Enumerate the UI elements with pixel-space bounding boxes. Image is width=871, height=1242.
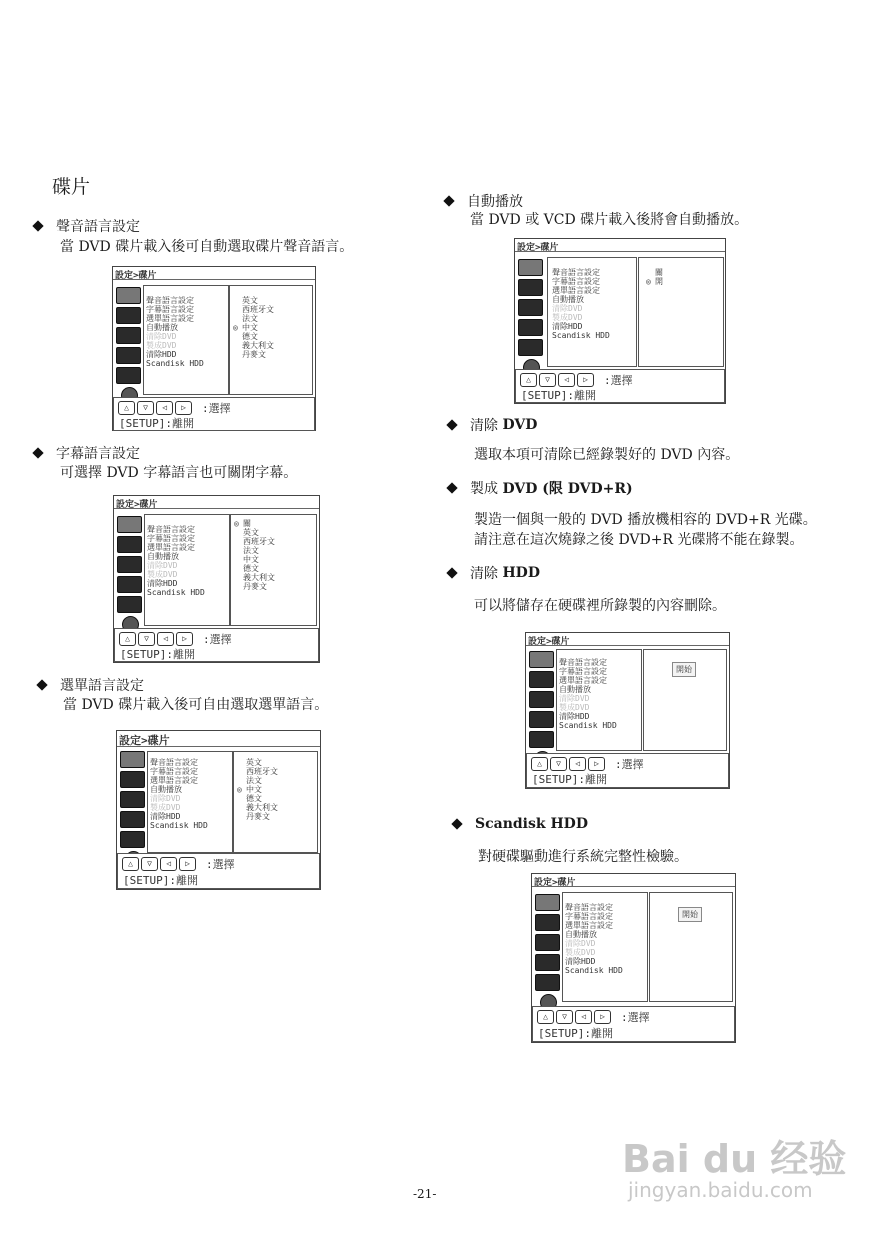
option-item-selected[interactable]: ◎ 開: [655, 277, 663, 286]
icon-column: [535, 894, 560, 1011]
menu-item[interactable]: 清除HDD: [552, 322, 583, 331]
icon-column: [120, 751, 145, 868]
option-item[interactable]: 丹麥文: [242, 350, 266, 359]
menu-panel: [144, 514, 230, 626]
menu-item[interactable]: 清除DVD: [147, 561, 178, 570]
disc-icon: [535, 894, 560, 911]
disc-icon: [518, 259, 543, 276]
icon-column: [116, 287, 141, 404]
section-scandisk-desc: 對硬碟驅動進行系統完整性檢驗。: [478, 849, 688, 865]
option-item-selected[interactable]: ◎ 關: [243, 519, 275, 528]
select-hint: :選擇: [206, 858, 235, 871]
disc-icon: [117, 516, 142, 533]
menu-item[interactable]: 自動播放: [565, 930, 597, 939]
menu-item[interactable]: 選單語言設定: [559, 676, 607, 685]
start-button[interactable]: 開始: [678, 907, 702, 922]
clock-icon: [120, 831, 145, 848]
nav-hint: [114, 628, 319, 662]
record-icon: [120, 811, 145, 828]
clock-icon: [116, 367, 141, 384]
menu-item[interactable]: 清除HDD: [146, 350, 177, 359]
menu-item[interactable]: 聲音語言設定: [559, 658, 607, 667]
watermark-url: jingyan.baidu.com: [628, 1178, 813, 1202]
option-item[interactable]: 英文: [242, 296, 258, 305]
menu-item[interactable]: 聲音語言設定: [147, 525, 195, 534]
record-icon: [529, 711, 554, 728]
menu-item[interactable]: 自動播放: [150, 785, 182, 794]
option-item[interactable]: 法文: [242, 314, 258, 323]
section-title-bold: DVD (限 DVD+R): [502, 481, 633, 497]
menu-item[interactable]: 自動播放: [146, 323, 178, 332]
option-item[interactable]: 德文: [243, 564, 259, 573]
section-subtitle-lang-title: [34, 443, 140, 463]
section-title: 自動播放: [467, 194, 523, 210]
section-finalize-desc-2: 請注意在這次燒錄之後 DVD+R 光碟將不能在錄製。: [474, 532, 804, 548]
section-clear-hdd-desc: 可以將儲存在硬碟裡所錄製的內容刪除。: [474, 598, 726, 614]
record-icon: [116, 347, 141, 364]
option-item[interactable]: 德文: [242, 332, 258, 341]
tv-icon: [117, 536, 142, 553]
menu-item[interactable]: 製成DVD: [150, 803, 181, 812]
menu-item[interactable]: 製成DVD: [559, 703, 590, 712]
menu-item[interactable]: 製成DVD: [565, 948, 596, 957]
menu-item[interactable]: 字幕語言設定: [150, 767, 198, 776]
menu-item[interactable]: Scandisk HDD: [150, 821, 208, 830]
right-key-icon[interactable]: ▷: [577, 373, 594, 387]
bullet-icon: [36, 679, 47, 690]
menu-item[interactable]: 聲音語言設定: [552, 268, 600, 277]
option-item[interactable]: 法文: [246, 776, 262, 785]
select-hint: :選擇: [604, 374, 633, 387]
section-audio-lang-title: [34, 216, 140, 236]
section-title: 字幕語言設定: [56, 446, 140, 462]
menu-item[interactable]: Scandisk HDD: [552, 331, 610, 340]
disc-icon: [120, 751, 145, 768]
option-item[interactable]: 西班牙文: [242, 305, 274, 314]
section-autoplay-title: [445, 191, 523, 211]
leave-hint: [SETUP]:離開: [521, 389, 596, 402]
page-title: 碟片: [52, 176, 91, 198]
tv-icon: [529, 671, 554, 688]
section-audio-lang-desc: 當 DVD 碟片載入後可自動選取碟片聲音語言。: [60, 239, 354, 255]
setup-screen-subtitle: [113, 495, 320, 663]
section-menu-lang-desc: 當 DVD 碟片載入後可自由選取選單語言。: [63, 697, 329, 713]
leave-hint: [SETUP]:離開: [120, 648, 195, 661]
speaker-icon: [518, 299, 543, 316]
option-item[interactable]: 英文: [243, 528, 259, 537]
menu-item[interactable]: 清除DVD: [552, 304, 583, 313]
section-title: 聲音語言設定: [56, 219, 140, 235]
record-icon: [535, 954, 560, 971]
menu-item[interactable]: 聲音語言設定: [150, 758, 198, 767]
option-item[interactable]: 西班牙文: [246, 767, 278, 776]
setup-screen-autoplay: [514, 238, 726, 404]
down-key-icon[interactable]: ▽: [141, 857, 158, 871]
section-autoplay-desc: 當 DVD 或 VCD 碟片載入後將會自動播放。: [470, 212, 749, 228]
leave-hint: [SETUP]:離開: [538, 1027, 613, 1040]
menu-item[interactable]: 聲音語言設定: [565, 903, 613, 912]
icon-column: [117, 516, 142, 633]
option-item[interactable]: 丹麥文: [246, 812, 270, 821]
menu-panel: [547, 257, 637, 367]
option-item[interactable]: 英文: [246, 758, 262, 767]
clock-icon: [535, 974, 560, 991]
option-item-selected[interactable]: ◎ 中文: [242, 323, 274, 332]
options-panel: [649, 892, 733, 1002]
left-key-icon[interactable]: ◁: [569, 757, 586, 771]
option-item[interactable]: 中文: [243, 555, 259, 564]
option-item[interactable]: 丹麥文: [243, 582, 267, 591]
option-item[interactable]: 關: [655, 268, 663, 277]
menu-panel: [556, 649, 642, 751]
setup-screen-audio: [112, 266, 316, 431]
section-clear-hdd-title: [448, 563, 540, 583]
tv-icon: [120, 771, 145, 788]
menu-item[interactable]: Scandisk HDD: [559, 721, 617, 730]
clock-icon: [518, 339, 543, 356]
speaker-icon: [120, 791, 145, 808]
left-key-icon[interactable]: ◁: [160, 857, 177, 871]
menu-item[interactable]: Scandisk HDD: [565, 966, 623, 975]
bullet-icon: [32, 447, 43, 458]
menu-panel: [562, 892, 648, 1002]
menu-item[interactable]: 清除DVD: [146, 332, 177, 341]
up-key-icon[interactable]: △: [537, 1010, 554, 1024]
down-key-icon[interactable]: ▽: [550, 757, 567, 771]
section-menu-lang-title: [38, 675, 144, 695]
up-key-icon[interactable]: △: [118, 401, 135, 415]
icon-column: [529, 651, 554, 768]
watermark-brand: Bai du 经验: [622, 1137, 847, 1181]
bullet-icon: [446, 482, 457, 493]
select-hint: :選擇: [621, 1011, 650, 1024]
setup-screen-menu-lang: [116, 730, 321, 890]
right-key-icon[interactable]: ▷: [176, 632, 193, 646]
left-key-icon[interactable]: ◁: [575, 1010, 592, 1024]
select-hint: :選擇: [615, 758, 644, 771]
section-title: 清除: [470, 566, 503, 582]
down-key-icon[interactable]: ▽: [138, 632, 155, 646]
section-title: 製成: [470, 481, 503, 497]
options-panel: [643, 649, 727, 751]
nav-hint: [515, 369, 725, 403]
menu-item[interactable]: 自動播放: [559, 685, 591, 694]
breadcrumb: 設定>碟片: [119, 734, 170, 747]
section-clear-dvd-title: [448, 415, 537, 435]
menu-item[interactable]: 選單語言設定: [565, 921, 613, 930]
up-key-icon[interactable]: △: [531, 757, 548, 771]
menu-item[interactable]: 字幕語言設定: [565, 912, 613, 921]
menu-panel: [143, 285, 229, 395]
section-title-bold: HDD: [502, 565, 540, 581]
speaker-icon: [117, 556, 142, 573]
menu-panel: [147, 751, 233, 853]
options-panel: [638, 257, 724, 367]
section-title-bold: Scandisk HDD: [475, 816, 588, 832]
leave-hint: [SETUP]:離開: [119, 417, 194, 430]
nav-hint: [113, 397, 315, 431]
section-clear-dvd-desc: 選取本項可清除已經錄製好的 DVD 內容。: [474, 447, 740, 463]
options-panel: [230, 514, 317, 626]
right-key-icon[interactable]: ▷: [175, 401, 192, 415]
menu-item[interactable]: 自動播放: [552, 295, 584, 304]
bullet-icon: [446, 567, 457, 578]
start-button[interactable]: 開始: [672, 662, 696, 677]
bullet-icon: [32, 220, 43, 231]
option-item[interactable]: 德文: [246, 794, 262, 803]
tv-icon: [518, 279, 543, 296]
menu-item[interactable]: 聲音語言設定: [146, 296, 194, 305]
menu-item[interactable]: 選單語言設定: [146, 314, 194, 323]
menu-item[interactable]: 字幕語言設定: [146, 305, 194, 314]
disc-icon: [529, 651, 554, 668]
section-finalize-desc-1: 製造一個與一般的 DVD 播放機相容的 DVD+R 光碟。: [474, 512, 817, 528]
setup-screen-scandisk: [531, 873, 736, 1043]
menu-item[interactable]: 字幕語言設定: [559, 667, 607, 676]
up-key-icon[interactable]: △: [119, 632, 136, 646]
select-hint: :選擇: [203, 633, 232, 646]
right-key-icon[interactable]: ▷: [179, 857, 196, 871]
menu-item[interactable]: 清除HDD: [147, 579, 178, 588]
breadcrumb: 設定>碟片: [115, 271, 157, 281]
record-icon: [117, 576, 142, 593]
speaker-icon: [116, 327, 141, 344]
leave-hint: [SETUP]:離開: [532, 773, 607, 786]
menu-item[interactable]: 選單語言設定: [552, 286, 600, 295]
down-key-icon[interactable]: ▽: [539, 373, 556, 387]
breadcrumb: 設定>碟片: [116, 500, 158, 510]
section-finalize-title: [448, 478, 633, 498]
section-title: 選單語言設定: [60, 678, 144, 694]
section-scandisk-title: [453, 816, 588, 832]
option-item[interactable]: 法文: [243, 546, 259, 555]
up-key-icon[interactable]: △: [520, 373, 537, 387]
select-hint: :選擇: [202, 402, 231, 415]
nav-hint: [532, 1006, 735, 1042]
menu-item[interactable]: 清除HDD: [150, 812, 181, 821]
menu-item[interactable]: Scandisk HDD: [146, 359, 204, 368]
menu-item[interactable]: 清除DVD: [565, 939, 596, 948]
breadcrumb: 設定>碟片: [534, 878, 576, 888]
option-item-selected[interactable]: ◎ 中文: [246, 785, 278, 794]
disc-icon: [116, 287, 141, 304]
section-title: 清除: [470, 418, 503, 434]
speaker-icon: [535, 934, 560, 951]
option-item[interactable]: 義大利文: [243, 573, 275, 582]
bullet-icon: [446, 419, 457, 430]
menu-item[interactable]: 字幕語言設定: [552, 277, 600, 286]
menu-item[interactable]: 字幕語言設定: [147, 534, 195, 543]
right-key-icon[interactable]: ▷: [594, 1010, 611, 1024]
tv-icon: [535, 914, 560, 931]
bullet-icon: [443, 195, 454, 206]
menu-item[interactable]: 清除HDD: [559, 712, 590, 721]
option-item[interactable]: 西班牙文: [243, 537, 275, 546]
option-item[interactable]: 義大利文: [246, 803, 278, 812]
breadcrumb: 設定>碟片: [517, 243, 559, 253]
menu-item[interactable]: 製成DVD: [552, 313, 583, 322]
left-key-icon[interactable]: ◁: [558, 373, 575, 387]
clock-icon: [529, 731, 554, 748]
menu-item[interactable]: 清除HDD: [565, 957, 596, 966]
option-item[interactable]: 義大利文: [242, 341, 274, 350]
down-key-icon[interactable]: ▽: [556, 1010, 573, 1024]
speaker-icon: [529, 691, 554, 708]
menu-item[interactable]: 選單語言設定: [147, 543, 195, 552]
section-title-bold: DVD: [502, 417, 538, 433]
menu-item[interactable]: 製成DVD: [147, 570, 178, 579]
menu-item[interactable]: 製成DVD: [146, 341, 177, 350]
record-icon: [518, 319, 543, 336]
leave-hint: [SETUP]:離開: [123, 874, 198, 887]
left-key-icon[interactable]: ◁: [156, 401, 173, 415]
bullet-icon: [451, 818, 462, 829]
up-key-icon[interactable]: △: [122, 857, 139, 871]
options-panel: [229, 285, 313, 395]
menu-item[interactable]: 自動播放: [147, 552, 179, 561]
tv-icon: [116, 307, 141, 324]
menu-item[interactable]: 選單語言設定: [150, 776, 198, 785]
right-key-icon[interactable]: ▷: [588, 757, 605, 771]
options-panel: [233, 751, 318, 853]
left-key-icon[interactable]: ◁: [157, 632, 174, 646]
menu-item[interactable]: 清除DVD: [559, 694, 590, 703]
breadcrumb: 設定>碟片: [528, 637, 570, 647]
nav-hint: [526, 753, 729, 788]
section-subtitle-lang-desc: 可選擇 DVD 字幕語言也可關閉字幕。: [60, 465, 298, 481]
menu-item[interactable]: Scandisk HDD: [147, 588, 205, 597]
icon-column: [518, 259, 543, 376]
menu-item[interactable]: 清除DVD: [150, 794, 181, 803]
down-key-icon[interactable]: ▽: [137, 401, 154, 415]
page-number: -21-: [413, 1187, 437, 1201]
clock-icon: [117, 596, 142, 613]
nav-hint: [117, 853, 320, 889]
setup-screen-clear-hdd: [525, 632, 730, 789]
